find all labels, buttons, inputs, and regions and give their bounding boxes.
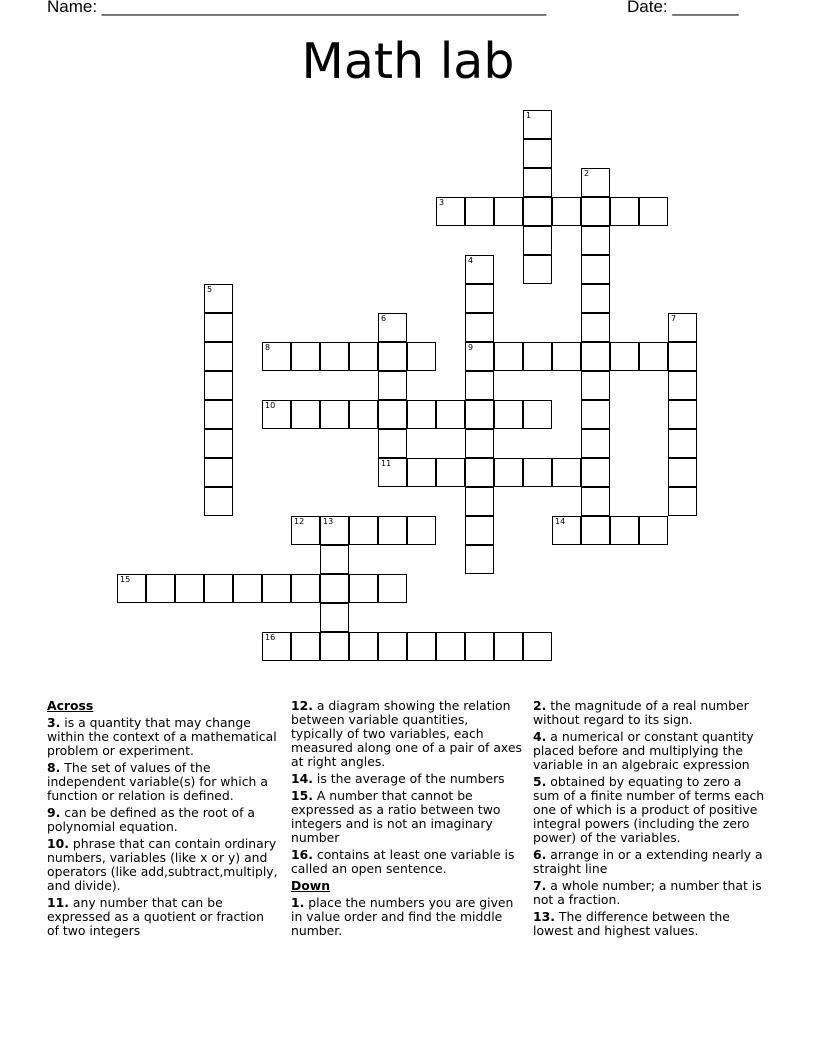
grid-cell[interactable] [407, 516, 436, 545]
grid-cell[interactable] [523, 110, 552, 139]
grid-cell[interactable] [320, 574, 349, 603]
clue-number: 2 [584, 169, 590, 178]
grid-cell[interactable] [465, 255, 494, 284]
grid-cell[interactable] [378, 371, 407, 400]
grid-cell[interactable] [204, 487, 233, 516]
grid-cell[interactable] [436, 197, 465, 226]
grid-cell[interactable] [639, 342, 668, 371]
clue-number: 1 [526, 111, 532, 120]
grid-cell[interactable] [523, 226, 552, 255]
grid-cell[interactable] [465, 313, 494, 342]
grid-cell[interactable] [407, 458, 436, 487]
grid-cell[interactable] [204, 429, 233, 458]
grid-cell[interactable] [668, 458, 697, 487]
grid-cell[interactable] [465, 487, 494, 516]
grid-cell[interactable] [465, 632, 494, 661]
grid-cell[interactable] [378, 429, 407, 458]
grid-cell[interactable] [378, 632, 407, 661]
clue-number: 16 [265, 633, 276, 642]
grid-cell[interactable] [581, 197, 610, 226]
grid-cell[interactable] [291, 516, 320, 545]
grid-cell[interactable] [581, 255, 610, 284]
grid-cell[interactable] [465, 342, 494, 371]
grid-cell[interactable] [320, 400, 349, 429]
clue-number: 8 [265, 343, 271, 352]
grid-cell[interactable] [494, 342, 523, 371]
grid-cell[interactable] [581, 371, 610, 400]
grid-cell[interactable] [668, 313, 697, 342]
grid-cell[interactable] [465, 371, 494, 400]
grid-cell[interactable] [523, 197, 552, 226]
clue-down-1: 1. place the numbers you are given in value order and find the middle number. [291, 895, 514, 938]
clue-down-7: 7. a whole number; a number that is not a fraction. [533, 878, 762, 907]
grid-cell[interactable] [581, 487, 610, 516]
clues-column-1 [47, 699, 279, 941]
grid-cell[interactable] [378, 458, 407, 487]
grid-cell[interactable] [581, 342, 610, 371]
grid-cell[interactable] [291, 400, 320, 429]
down-heading: Down [291, 878, 331, 893]
grid-cell[interactable] [204, 574, 233, 603]
grid-cell[interactable] [610, 342, 639, 371]
grid-cell[interactable] [378, 342, 407, 371]
grid-cell[interactable] [523, 139, 552, 168]
grid-cell[interactable] [349, 574, 378, 603]
grid-cell[interactable] [349, 516, 378, 545]
clue-down-5: 5. obtained by equating to zero a sum of a finite number of terms each one of which is a product of positive integral powers (including the zero power) of the variables. [533, 774, 765, 845]
grid-cell[interactable] [204, 342, 233, 371]
grid-cell[interactable] [407, 632, 436, 661]
clue-number: 12 [294, 517, 305, 526]
grid-cell[interactable] [668, 400, 697, 429]
grid-cell[interactable] [581, 284, 610, 313]
grid-cell[interactable] [436, 632, 465, 661]
grid-cell[interactable] [349, 342, 378, 371]
clue-across-10: 10. phrase that can contain ordinary numbers, variables (like x or y) and operators (like add,subtract,multiply, and divide). [47, 836, 278, 893]
grid-cell[interactable] [523, 255, 552, 284]
clue-number: 13 [323, 517, 334, 526]
clue-across-12: 12. a diagram showing the relation between variable quantities, typically of two variables, each measured along one of a pair of axes at right angles. [291, 698, 522, 769]
grid-cell[interactable] [668, 342, 697, 371]
grid-cell[interactable] [378, 516, 407, 545]
grid-cell[interactable] [668, 371, 697, 400]
grid-cell[interactable] [349, 632, 378, 661]
grid-cell[interactable] [378, 400, 407, 429]
name-field: Name: _______________________________________________ [47, 0, 547, 16]
grid-cell[interactable] [407, 342, 436, 371]
grid-cell[interactable] [320, 603, 349, 632]
grid-cell[interactable] [378, 574, 407, 603]
grid-cell[interactable] [407, 400, 436, 429]
grid-cell[interactable] [320, 545, 349, 574]
page-title: Math lab [301, 33, 515, 90]
clue-number: 5 [207, 285, 213, 294]
grid-cell[interactable] [465, 429, 494, 458]
clue-number: 4 [468, 256, 474, 265]
grid-cell[interactable] [581, 429, 610, 458]
clue-number: 10 [265, 401, 276, 410]
grid-cell[interactable] [523, 458, 552, 487]
grid-cell[interactable] [581, 226, 610, 255]
grid-cell[interactable] [291, 342, 320, 371]
grid-cell[interactable] [291, 632, 320, 661]
grid-cell[interactable] [262, 574, 291, 603]
clue-across-8: 8. The set of values of the independent variable(s) for which a function or relation is defined. [47, 760, 268, 803]
grid-cell[interactable] [117, 574, 146, 603]
clues-column-3 [533, 699, 765, 941]
grid-cell[interactable] [581, 168, 610, 197]
grid-cell[interactable] [320, 342, 349, 371]
clue-across-16: 16. contains at least one variable is called an open sentence. [291, 847, 515, 876]
grid-cell[interactable] [291, 574, 320, 603]
across-heading: Across [47, 698, 94, 713]
clue-number: 9 [468, 343, 474, 352]
grid-cell[interactable] [523, 632, 552, 661]
grid-cell[interactable] [175, 574, 204, 603]
grid-cell[interactable] [668, 487, 697, 516]
grid-cell[interactable] [320, 516, 349, 545]
clue-across-11: 11. any number that can be expressed as a quotient or fraction of two integers [47, 895, 264, 938]
clue-down-4: 4. a numerical or constant quantity placed before and multiplying the variable in an algebraic expression [533, 729, 754, 772]
grid-cell[interactable] [610, 197, 639, 226]
grid-cell[interactable] [494, 400, 523, 429]
grid-cell[interactable] [204, 400, 233, 429]
grid-cell[interactable] [610, 516, 639, 545]
clue-down-13: 13. The difference between the lowest and highest values. [533, 909, 730, 938]
grid-cell[interactable] [146, 574, 175, 603]
grid-cell[interactable] [436, 458, 465, 487]
clue-number: 7 [671, 314, 677, 323]
grid-cell[interactable] [465, 516, 494, 545]
grid-cell[interactable] [552, 342, 581, 371]
grid-cell[interactable] [581, 400, 610, 429]
grid-cell[interactable] [523, 168, 552, 197]
grid-cell[interactable] [581, 313, 610, 342]
clue-number: 6 [381, 314, 387, 323]
grid-cell[interactable] [204, 313, 233, 342]
clue-number: 15 [120, 575, 131, 584]
clue-down-6: 6. arrange in or a extending nearly a straight line [533, 847, 763, 876]
grid-cell[interactable] [668, 429, 697, 458]
grid-cell[interactable] [494, 197, 523, 226]
grid-cell[interactable] [494, 632, 523, 661]
grid-cell[interactable] [581, 516, 610, 545]
grid-cell[interactable] [523, 400, 552, 429]
grid-cell[interactable] [494, 458, 523, 487]
grid-cell[interactable] [349, 400, 378, 429]
grid-cell[interactable] [581, 458, 610, 487]
grid-cell[interactable] [465, 545, 494, 574]
grid-cell[interactable] [320, 632, 349, 661]
date-field: Date: _______ [627, 0, 739, 16]
grid-cell[interactable] [465, 197, 494, 226]
grid-cell[interactable] [639, 197, 668, 226]
grid-cell[interactable] [523, 342, 552, 371]
grid-cell[interactable] [465, 284, 494, 313]
clue-number: 3 [439, 198, 445, 207]
grid-cell[interactable] [639, 516, 668, 545]
grid-cell[interactable] [552, 516, 581, 545]
grid-cell[interactable] [204, 458, 233, 487]
grid-cell[interactable] [465, 458, 494, 487]
clue-across-9: 9. can be defined as the root of a polynomial equation. [47, 805, 255, 834]
grid-cell[interactable] [262, 632, 291, 661]
grid-cell[interactable] [262, 400, 291, 429]
grid-cell[interactable] [233, 574, 262, 603]
clue-across-15: 15. A number that cannot be expressed as a ratio between two integers and is not an imaginary number [291, 788, 501, 845]
grid-cell[interactable] [465, 400, 494, 429]
grid-cell[interactable] [204, 284, 233, 313]
grid-cell[interactable] [552, 458, 581, 487]
grid-cell[interactable] [552, 197, 581, 226]
clue-down-2: 2. the magnitude of a real number without regard to its sign. [533, 698, 749, 727]
grid-cell[interactable] [378, 313, 407, 342]
clue-across-14: 14. is the average of the numbers [291, 771, 505, 786]
grid-cell[interactable] [262, 342, 291, 371]
clue-number: 14 [555, 517, 566, 526]
clue-number: 11 [381, 459, 392, 468]
grid-cell[interactable] [436, 400, 465, 429]
clue-across-3: 3. is a quantity that may change within the context of a mathematical problem or experiment. [47, 715, 277, 758]
grid-cell[interactable] [204, 371, 233, 400]
clues-column-2 [291, 699, 523, 941]
